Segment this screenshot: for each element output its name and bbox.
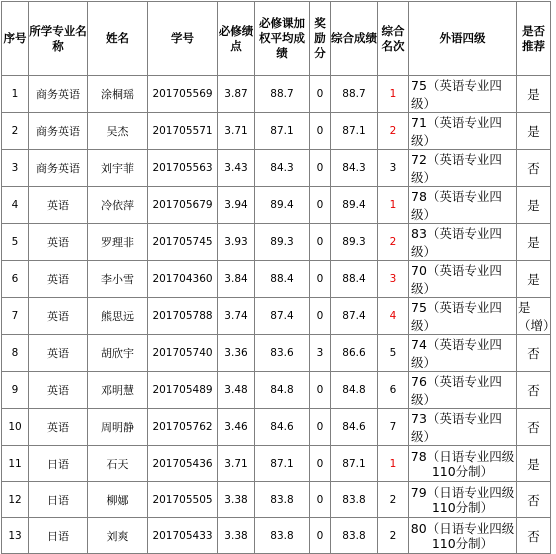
header-major: 所学专业名称 xyxy=(29,2,88,76)
cell-name: 李小雪 xyxy=(88,261,148,298)
cell-major: 英语 xyxy=(29,261,88,298)
cell-bonus: 0 xyxy=(310,446,331,482)
cell-rank: 2 xyxy=(378,518,409,554)
cell-gpa: 3.74 xyxy=(218,298,255,335)
table-row xyxy=(2,298,551,335)
cell-name: 石天 xyxy=(88,446,148,482)
cell-bonus: 0 xyxy=(310,76,331,113)
cell-major: 商务英语 xyxy=(29,150,88,187)
cell-weighted-average: 88.4 xyxy=(255,261,310,298)
cell-total-score: 84.8 xyxy=(331,372,378,409)
cell-gpa: 3.84 xyxy=(218,261,255,298)
cell-major: 英语 xyxy=(29,224,88,261)
cell-weighted-average: 83.8 xyxy=(255,482,310,518)
cell-gpa: 3.87 xyxy=(218,76,255,113)
cell-no: 8 xyxy=(2,335,29,372)
cell-rank: 7 xyxy=(378,409,409,446)
header-recommend: 是否推荐 xyxy=(517,2,551,76)
cell-no: 10 xyxy=(2,409,29,446)
header-bonus: 奖励分 xyxy=(310,2,331,76)
cell-rank: 2 xyxy=(378,224,409,261)
cell-gpa: 3.43 xyxy=(218,150,255,187)
cell-bonus: 0 xyxy=(310,372,331,409)
cell-total-score: 84.6 xyxy=(331,409,378,446)
cell-bonus: 3 xyxy=(310,335,331,372)
header-student-id: 学号 xyxy=(148,2,218,76)
cell-name: 涂桐瑶 xyxy=(88,76,148,113)
cell-no: 1 xyxy=(2,76,29,113)
cell-gpa: 3.48 xyxy=(218,372,255,409)
table-row xyxy=(2,482,551,518)
cell-name: 吴杰 xyxy=(88,113,148,150)
cell-bonus: 0 xyxy=(310,150,331,187)
cell-cet: 78（英语专业四级） xyxy=(409,187,517,224)
cell-name: 周明静 xyxy=(88,409,148,446)
cell-major: 英语 xyxy=(29,187,88,224)
cell-name: 刘宇菲 xyxy=(88,150,148,187)
cell-recommend: 是 xyxy=(517,187,551,224)
cell-gpa: 3.93 xyxy=(218,224,255,261)
cell-student-id: 201705569 xyxy=(148,76,218,113)
cell-weighted-average: 83.6 xyxy=(255,335,310,372)
cell-major: 商务英语 xyxy=(29,76,88,113)
cell-no: 3 xyxy=(2,150,29,187)
header-rank: 综合名次 xyxy=(378,2,409,76)
cell-weighted-average: 84.8 xyxy=(255,372,310,409)
cell-recommend: 否 xyxy=(517,409,551,446)
table-row xyxy=(2,409,551,446)
cell-no: 13 xyxy=(2,518,29,554)
cell-rank: 4 xyxy=(378,298,409,335)
cell-recommend: 否 xyxy=(517,518,551,554)
cell-rank: 1 xyxy=(378,187,409,224)
cell-no: 5 xyxy=(2,224,29,261)
cell-weighted-average: 89.3 xyxy=(255,224,310,261)
cell-rank: 2 xyxy=(378,482,409,518)
cell-gpa: 3.94 xyxy=(218,187,255,224)
cell-rank: 1 xyxy=(378,446,409,482)
cell-total-score: 83.8 xyxy=(331,518,378,554)
cell-no: 7 xyxy=(2,298,29,335)
cell-recommend: 是 xyxy=(517,261,551,298)
cell-no: 4 xyxy=(2,187,29,224)
table-row xyxy=(2,372,551,409)
cell-bonus: 0 xyxy=(310,261,331,298)
cell-name: 邓明慧 xyxy=(88,372,148,409)
cell-gpa: 3.71 xyxy=(218,446,255,482)
cell-student-id: 201705679 xyxy=(148,187,218,224)
cell-cet: 72（英语专业四级） xyxy=(409,150,517,187)
cell-recommend: 否 xyxy=(517,335,551,372)
cell-cet: 83（英语专业四级） xyxy=(409,224,517,261)
cell-gpa: 3.38 xyxy=(218,482,255,518)
cell-weighted-average: 89.4 xyxy=(255,187,310,224)
cell-student-id: 201705563 xyxy=(148,150,218,187)
table-row xyxy=(2,261,551,298)
cell-gpa: 3.38 xyxy=(218,518,255,554)
cell-no: 9 xyxy=(2,372,29,409)
cell-weighted-average: 87.4 xyxy=(255,298,310,335)
cell-total-score: 88.4 xyxy=(331,261,378,298)
cell-name: 罗理非 xyxy=(88,224,148,261)
cell-total-score: 88.7 xyxy=(331,76,378,113)
cell-total-score: 87.1 xyxy=(331,446,378,482)
cell-recommend: 是（增） xyxy=(517,298,551,335)
cell-name: 熊思远 xyxy=(88,298,148,335)
student-ranking-table xyxy=(1,1,556,554)
cell-bonus: 0 xyxy=(310,187,331,224)
cell-bonus: 0 xyxy=(310,518,331,554)
cell-student-id: 201705571 xyxy=(148,113,218,150)
header-row xyxy=(2,2,551,76)
header-no: 序号 xyxy=(2,2,29,76)
cell-cet: 71（英语专业四级） xyxy=(409,113,517,150)
cell-cet: 76（英语专业四级） xyxy=(409,372,517,409)
cell-no: 2 xyxy=(2,113,29,150)
cell-total-score: 84.3 xyxy=(331,150,378,187)
cell-rank: 6 xyxy=(378,372,409,409)
cell-major: 日语 xyxy=(29,518,88,554)
cell-cet: 75（英语专业四级） xyxy=(409,76,517,113)
cell-cet: 75（英语专业四级） xyxy=(409,298,517,335)
header-name: 姓名 xyxy=(88,2,148,76)
cell-major: 英语 xyxy=(29,335,88,372)
cell-major: 英语 xyxy=(29,372,88,409)
cell-cet: 73（英语专业四级） xyxy=(409,409,517,446)
cell-major: 日语 xyxy=(29,446,88,482)
cell-cet: 79（日语专业四级110分制） xyxy=(409,482,517,518)
cell-no: 12 xyxy=(2,482,29,518)
cell-no: 11 xyxy=(2,446,29,482)
cell-rank: 3 xyxy=(378,150,409,187)
cell-gpa: 3.71 xyxy=(218,113,255,150)
table-row xyxy=(2,224,551,261)
table-row xyxy=(2,76,551,113)
cell-bonus: 0 xyxy=(310,113,331,150)
cell-weighted-average: 83.8 xyxy=(255,518,310,554)
header-weighted-average: 必修课加权平均成绩 xyxy=(255,2,310,76)
cell-bonus: 0 xyxy=(310,298,331,335)
cell-student-id: 201705505 xyxy=(148,482,218,518)
cell-bonus: 0 xyxy=(310,224,331,261)
cell-recommend: 否 xyxy=(517,372,551,409)
cell-student-id: 201705489 xyxy=(148,372,218,409)
cell-major: 英语 xyxy=(29,298,88,335)
cell-cet: 70（英语专业四级） xyxy=(409,261,517,298)
cell-gpa: 3.46 xyxy=(218,409,255,446)
cell-student-id: 201704360 xyxy=(148,261,218,298)
cell-student-id: 201705740 xyxy=(148,335,218,372)
header-cet: 外语四级 xyxy=(409,2,517,76)
cell-cet: 74（英语专业四级） xyxy=(409,335,517,372)
cell-recommend: 是 xyxy=(517,224,551,261)
cell-cet: 78（日语专业四级110分制） xyxy=(409,446,517,482)
cell-bonus: 0 xyxy=(310,409,331,446)
cell-rank: 2 xyxy=(378,113,409,150)
cell-name: 胡欣宇 xyxy=(88,335,148,372)
cell-total-score: 89.4 xyxy=(331,187,378,224)
cell-recommend: 是 xyxy=(517,446,551,482)
cell-student-id: 201705433 xyxy=(148,518,218,554)
cell-rank: 1 xyxy=(378,76,409,113)
cell-weighted-average: 88.7 xyxy=(255,76,310,113)
cell-total-score: 86.6 xyxy=(331,335,378,372)
cell-rank: 3 xyxy=(378,261,409,298)
cell-recommend: 否 xyxy=(517,150,551,187)
cell-weighted-average: 87.1 xyxy=(255,113,310,150)
cell-student-id: 201705762 xyxy=(148,409,218,446)
cell-recommend: 是 xyxy=(517,113,551,150)
table-row xyxy=(2,113,551,150)
cell-cet: 80（日语专业四级110分制） xyxy=(409,518,517,554)
cell-major: 日语 xyxy=(29,482,88,518)
cell-weighted-average: 87.1 xyxy=(255,446,310,482)
cell-major: 英语 xyxy=(29,409,88,446)
header-total-score: 综合成绩 xyxy=(331,2,378,76)
cell-student-id: 201705745 xyxy=(148,224,218,261)
cell-student-id: 201705436 xyxy=(148,446,218,482)
cell-no: 6 xyxy=(2,261,29,298)
table-row xyxy=(2,518,551,554)
cell-name: 刘爽 xyxy=(88,518,148,554)
cell-total-score: 87.4 xyxy=(331,298,378,335)
cell-major: 商务英语 xyxy=(29,113,88,150)
cell-name: 冷依萍 xyxy=(88,187,148,224)
header-gpa: 必修绩点 xyxy=(218,2,255,76)
cell-weighted-average: 84.3 xyxy=(255,150,310,187)
cell-recommend: 否 xyxy=(517,482,551,518)
cell-name: 柳娜 xyxy=(88,482,148,518)
cell-student-id: 201705788 xyxy=(148,298,218,335)
table-row xyxy=(2,446,551,482)
table-row xyxy=(2,187,551,224)
cell-total-score: 87.1 xyxy=(331,113,378,150)
table-row xyxy=(2,335,551,372)
cell-rank: 5 xyxy=(378,335,409,372)
cell-weighted-average: 84.6 xyxy=(255,409,310,446)
cell-total-score: 83.8 xyxy=(331,482,378,518)
cell-bonus: 0 xyxy=(310,482,331,518)
cell-gpa: 3.36 xyxy=(218,335,255,372)
cell-recommend: 是 xyxy=(517,76,551,113)
cell-total-score: 89.3 xyxy=(331,224,378,261)
table-row xyxy=(2,150,551,187)
